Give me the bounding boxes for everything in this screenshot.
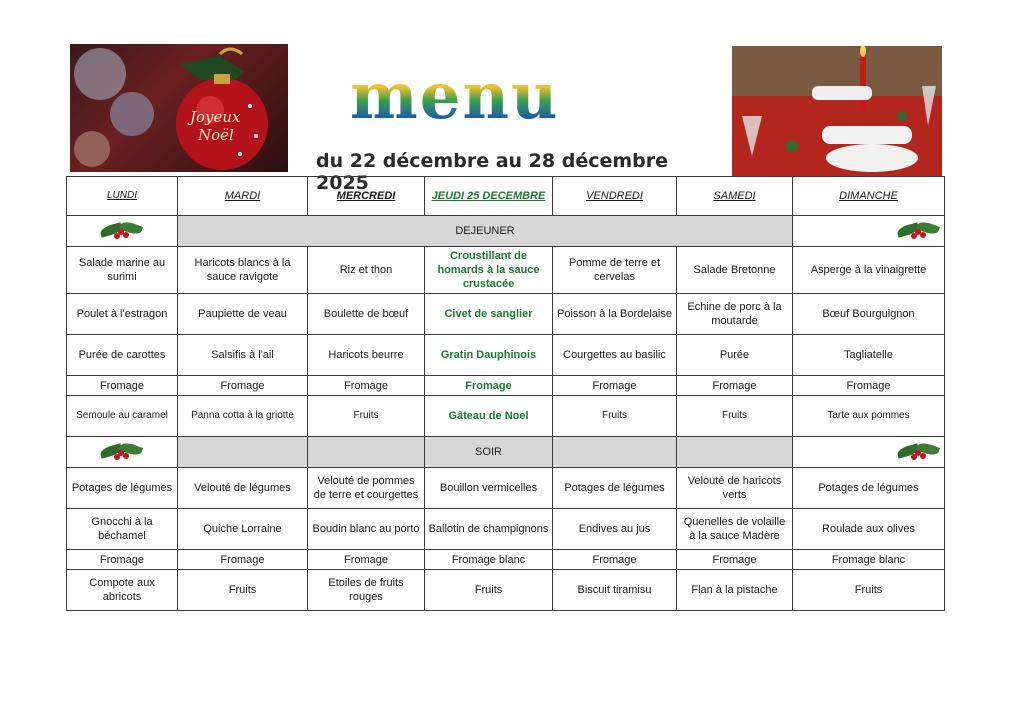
day-header-tuesday: MARDI xyxy=(178,177,308,216)
menu-cell: Fromage xyxy=(553,376,677,396)
menu-cell: Fromage blanc xyxy=(793,550,945,570)
menu-cell: Fromage xyxy=(67,550,178,570)
menu-cell: Salade Bretonne xyxy=(677,247,793,294)
menu-cell: Haricots blancs à la sauce ravigote xyxy=(178,247,308,294)
menu-cell: Gnocchi à la béchamel xyxy=(67,509,178,550)
menu-cell: Biscuit tiramisu xyxy=(553,570,677,611)
holly-icon xyxy=(897,440,941,464)
menu-cell: Haricots beurre xyxy=(308,335,425,376)
menu-cell: Fruits xyxy=(178,570,308,611)
dinner-section-label: SOIR xyxy=(425,437,553,468)
menu-cell: Asperge à la vinaigrette xyxy=(793,247,945,294)
menu-cell: Fruits xyxy=(425,570,553,611)
menu-cell: Fromage blanc xyxy=(425,550,553,570)
menu-cell: Fromage xyxy=(677,376,793,396)
menu-cell: Fromage xyxy=(67,376,178,396)
menu-cell: Boudin blanc au porto xyxy=(308,509,425,550)
holly-cell-right xyxy=(793,437,945,468)
menu-cell: Potages de légumes xyxy=(553,468,677,509)
dinner-cheese-row xyxy=(67,550,945,570)
menu-cell: Fromage xyxy=(178,376,308,396)
holly-cell-left xyxy=(67,437,178,468)
menu-cell: Ballotin de champignons xyxy=(425,509,553,550)
menu-cell: Semoule au caramel xyxy=(67,396,178,437)
menu-cell: Quenelles de volaille à la sauce Madère xyxy=(677,509,793,550)
menu-cell: Potages de légumes xyxy=(67,468,178,509)
lunch-dessert-row xyxy=(67,396,945,437)
dinner-main-row xyxy=(67,509,945,550)
menu-cell: Purée de carottes xyxy=(67,335,178,376)
holly-cell-right xyxy=(793,216,945,247)
dinner-section-row xyxy=(67,437,945,468)
menu-cell: Bœuf Bourguignon xyxy=(793,294,945,335)
day-header-wednesday: MERCREDI xyxy=(308,177,425,216)
date-range: du 22 décembre au 28 décembre 2025 xyxy=(316,150,669,194)
menu-cell: Courgettes au basilic xyxy=(553,335,677,376)
menu-cell: Salade marine au surimi xyxy=(67,247,178,294)
menu-cell: Velouté de légumes xyxy=(178,468,308,509)
menu-cell: Fromage xyxy=(308,376,425,396)
menu-cell: Pomme de terre et cervelas xyxy=(553,247,677,294)
menu-cell: Gratin Dauphinois xyxy=(425,335,553,376)
menu-cell: Quiche Lorraine xyxy=(178,509,308,550)
lunch-side-row xyxy=(67,335,945,376)
day-header-saturday: SAMEDI xyxy=(677,177,793,216)
svg-text:Noël: Noël xyxy=(198,126,234,144)
days-header-row xyxy=(67,177,945,216)
day-header-sunday: DIMANCHE xyxy=(793,177,945,216)
section-spacer xyxy=(308,437,425,468)
menu-cell: Poulet à l'estragon xyxy=(67,294,178,335)
christmas-ornament-photo xyxy=(70,44,288,172)
menu-cell: Fromage xyxy=(553,550,677,570)
dinner-dessert-row xyxy=(67,570,945,611)
menu-cell: Paupiette de veau xyxy=(178,294,308,335)
menu-cell: Tarte aux pommes xyxy=(793,396,945,437)
day-header-monday: LUNDI xyxy=(67,177,178,216)
menu-cell: Echine de porc à la moutarde xyxy=(677,294,793,335)
menu-cell: Poisson à la Bordelaise xyxy=(553,294,677,335)
holly-icon xyxy=(897,219,941,243)
day-header-thursday: JEUDI 25 DECEMBRE xyxy=(425,177,553,216)
menu-cell: Fromage xyxy=(677,550,793,570)
menu-cell: Panna cotta à la griotte xyxy=(178,396,308,437)
svg-text:Joyeux: Joyeux xyxy=(190,108,241,126)
menu-cell: Flan à la pistache xyxy=(677,570,793,611)
menu-cell: Fruits xyxy=(677,396,793,437)
menu-cell: Fruits xyxy=(308,396,425,437)
menu-cell: Salsifis à l'ail xyxy=(178,335,308,376)
holly-icon xyxy=(100,440,144,464)
menu-cell: Velouté de haricots verts xyxy=(677,468,793,509)
menu-cell: Fruits xyxy=(793,570,945,611)
lunch-section-label: DEJEUNER xyxy=(178,216,793,247)
menu-cell: Boulette de bœuf xyxy=(308,294,425,335)
menu-cell: Fromage xyxy=(425,376,553,396)
holly-cell-left xyxy=(67,216,178,247)
lunch-starter-row xyxy=(67,247,945,294)
holly-icon xyxy=(100,219,144,243)
menu-cell: Potages de légumes xyxy=(793,468,945,509)
section-spacer xyxy=(677,437,793,468)
menu-cell: Gâteau de Noel xyxy=(425,396,553,437)
menu-cell: Purée xyxy=(677,335,793,376)
lunch-cheese-row xyxy=(67,376,945,396)
menu-cell: Croustillant de homards à la sauce crustacée xyxy=(425,247,553,294)
menu-cell: Fromage xyxy=(308,550,425,570)
menu-cell: Fromage xyxy=(178,550,308,570)
menu-cell: Civet de sanglier xyxy=(425,294,553,335)
day-header-friday: VENDREDI xyxy=(553,177,677,216)
menu-cell: Compote aux abricots xyxy=(67,570,178,611)
section-spacer xyxy=(178,437,308,468)
menu-cell: Fromage xyxy=(793,376,945,396)
weekly-menu-table xyxy=(66,176,945,611)
menu-cell: Riz et thon xyxy=(308,247,425,294)
menu-cell: Etoiles de fruits rouges xyxy=(308,570,425,611)
menu-cell: Tagliatelle xyxy=(793,335,945,376)
christmas-table-photo xyxy=(732,46,942,176)
section-spacer xyxy=(553,437,677,468)
menu-cell: Bouillon vermicelles xyxy=(425,468,553,509)
menu-cell: Velouté de pommes de terre et courgettes xyxy=(308,468,425,509)
lunch-main-row xyxy=(67,294,945,335)
dinner-starter-row xyxy=(67,468,945,509)
menu-cell: Fruits xyxy=(553,396,677,437)
lunch-section-row xyxy=(67,216,945,247)
menu-logo: menu xyxy=(350,62,650,132)
menu-cell: Roulade aux olives xyxy=(793,509,945,550)
menu-cell: Endives au jus xyxy=(553,509,677,550)
